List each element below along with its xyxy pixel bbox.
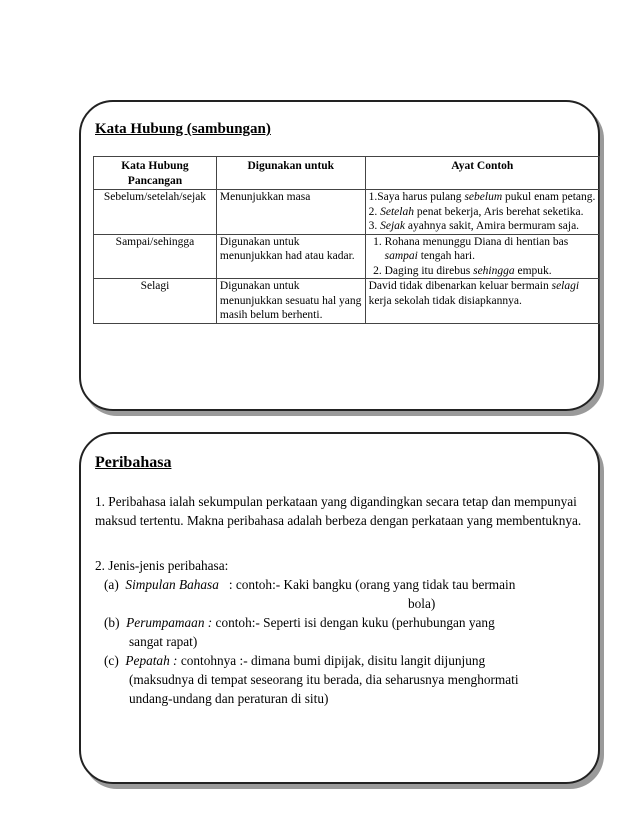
contoh-line: 2. Daging itu direbus sehingga empuk. bbox=[385, 264, 596, 279]
guna-cell: Digunakan untuk menunjukkan sesuatu hal yang masih belum berhenti. bbox=[216, 279, 365, 324]
contoh-line: 2. Setelah penat bekerja, Aris berehat seketika. bbox=[368, 205, 584, 218]
contoh-cell bbox=[365, 190, 599, 235]
kata-hubung-box bbox=[79, 100, 600, 411]
table-row bbox=[94, 234, 600, 279]
list-item-b-cont: sangat rapat) bbox=[129, 634, 198, 649]
kata-cell: Sampai/sehingga bbox=[94, 234, 217, 279]
header-ayat-contoh: Ayat Contoh bbox=[365, 157, 599, 190]
kata-cell: Selagi bbox=[94, 279, 217, 324]
list-item-b: (b) Perumpamaan : contoh:- Seperti isi dengan kuku (perhubungan yang bbox=[104, 615, 495, 630]
header-kata-hubung: Kata Hubung Pancangan bbox=[94, 157, 217, 190]
list-item-a: (a) Simpulan Bahasa : contoh:- Kaki bangku (orang yang tidak tau bermain bbox=[104, 577, 516, 592]
guna-cell: Menunjukkan masa bbox=[216, 190, 365, 235]
contoh-line: David tidak dibenarkan keluar bermain selagi kerja sekolah tidak disiapkannya. bbox=[368, 280, 580, 307]
kata-cell: Sebelum/setelah/sejak bbox=[94, 190, 217, 235]
list-item-c: (c) Pepatah : contohnya :- dimana bumi dipijak, disitu langit dijunjung bbox=[104, 653, 486, 668]
table-header-row bbox=[94, 157, 600, 190]
kata-hubung-table bbox=[93, 156, 600, 324]
peribahasa-box bbox=[79, 432, 600, 784]
kata-hubung-title: Kata Hubung (sambungan) bbox=[95, 121, 271, 137]
peribahasa-title: Peribahasa bbox=[95, 454, 172, 471]
table-row bbox=[94, 279, 600, 324]
contoh-line: 1. Rohana menunggu Diana di hentian bas sampai tengah hari. bbox=[385, 235, 596, 264]
table-row bbox=[94, 190, 600, 235]
guna-cell: Digunakan untuk menunjukkan had atau kadar. bbox=[216, 234, 365, 279]
list-item-c-cont: (maksudnya di tempat seseorang itu berada, dia seharusnya menghormati bbox=[129, 672, 519, 687]
peribahasa-definition: 1. Peribahasa ialah sekumpulan perkataan yang digandingkan secara tetap dan mempunyai maksud tertentu. Makna peribahasa adalah berbeza dengan perkataan yang membentuknya. bbox=[95, 494, 582, 528]
list-item-c-cont: undang-undang dan peraturan di situ) bbox=[129, 691, 329, 706]
contoh-line: 1.Saya harus pulang sebelum pukul enam petang. bbox=[368, 191, 596, 203]
contoh-cell bbox=[365, 234, 599, 279]
peribahasa-types-heading: 2. Jenis-jenis peribahasa: bbox=[95, 558, 229, 573]
contoh-line: 3. Sejak ayahnya sakit, Amira bermuram saja. bbox=[368, 220, 580, 232]
list-item-a-cont: bola) bbox=[408, 596, 436, 611]
contoh-cell bbox=[365, 279, 599, 324]
header-digunakan-untuk: Digunakan untuk bbox=[216, 157, 365, 190]
